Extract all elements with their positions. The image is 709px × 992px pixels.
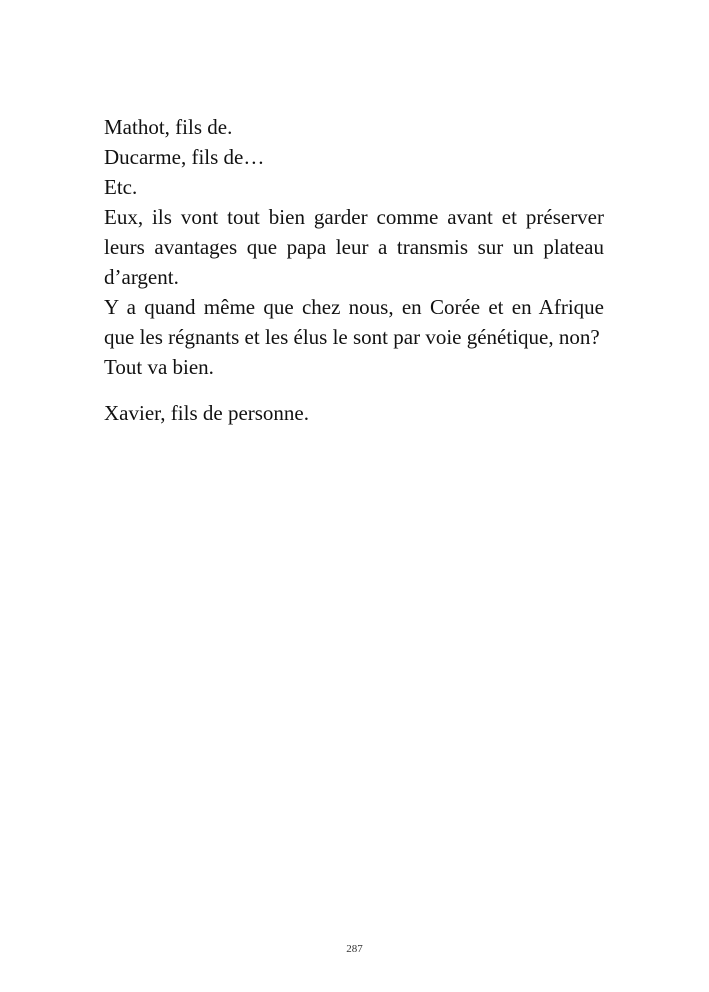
paragraph: Y a quand même que chez nous, en Corée et en Afrique que les régnants et les élus le sont par voie génétique, non? xyxy=(104,295,604,349)
paragraph: Eux, ils vont tout bien garder comme avant et préserver leurs avantages que papa leur a transmis sur un plateau d’argent. xyxy=(104,205,604,289)
text-line: Tout va bien. xyxy=(104,355,214,379)
page-number: 287 xyxy=(346,943,363,955)
page-body xyxy=(104,112,604,428)
text-line: Mathot, fils de. xyxy=(104,115,233,139)
text-line: Etc. xyxy=(104,175,138,199)
text-line: Ducarme, fils de… xyxy=(104,145,265,169)
closing-signature: Xavier, fils de personne. xyxy=(104,401,310,425)
